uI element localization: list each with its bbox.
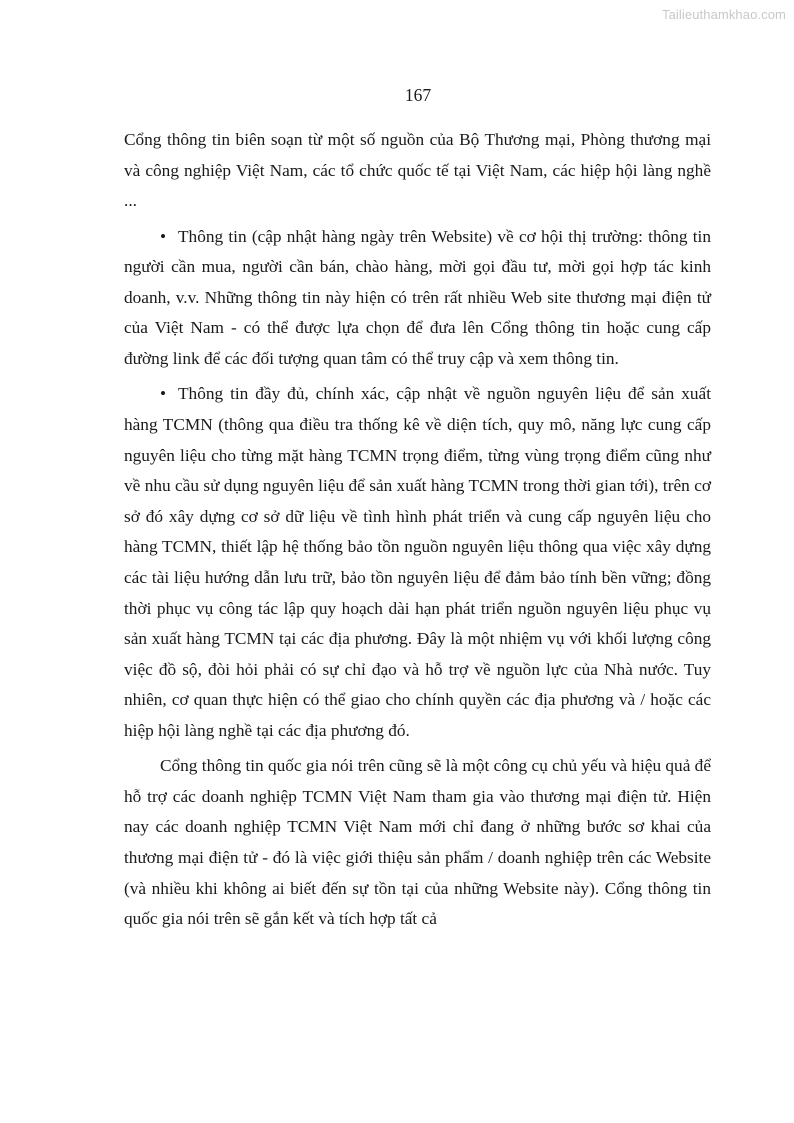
watermark: Tailieuthamkhao.com [661,7,786,22]
bullet-text: Thông tin (cập nhật hàng ngày trên Website) về cơ hội thị trường: thông tin người cần mua, người cần bán, chào hàng, mời gọi đầu tư, mời gọi hợp tác kinh doanh, v.v. Những thông tin này hiện có trên rất nhiều Web site thương mại điện tử của Việt Nam - có thể được lựa chọn để đưa lên Cổng thông tin hoặc cung cấp đường link để các đối tượng quan tâm có thể truy cập và xem thông tin. [124,226,711,368]
page-number: 167 [404,85,432,105]
paragraph-continuation: Cổng thông tin biên soạn từ một số nguồn của Bộ Thương mại, Phòng thương mại và công nghiệp Việt Nam, các tổ chức quốc tế tại Việt Nam, các hiệp hội làng nghề ... [124,130,711,211]
document-body [124,125,711,940]
bullet-icon: • [160,384,167,404]
bullet-paragraph-materials-info [124,379,711,746]
paragraph-national-portal: Cổng thông tin quốc gia nói trên cũng sẽ là một công cụ chủ yếu và hiệu quả để hỗ trợ các doanh nghiệp TCMN Việt Nam tham gia vào thương mại điện tử. Hiện nay các doanh nghiệp TCMN Việt Nam mới chỉ đang ở những bước sơ khai của thương mại điện tử - đó là việc giới thiệu sản phẩm / doanh nghiệp trên các Website (và nhiều khi không ai biết đến sự tồn tại của những Website này). Cổng thông tin quốc gia nói trên sẽ gắn kết và tích hợp tất cả [124,756,711,929]
bullet-text: Thông tin đầy đủ, chính xác, cập nhật về nguồn nguyên liệu để sản xuất hàng TCMN (thông qua điều tra thống kê về diện tích, quy mô, năng lực cung cấp nguyên liệu cho từng mặt hàng TCMN trọng điểm, từng vùng trọng điểm cũng như về nhu cầu sử dụng nguyên liệu để sản xuất hàng TCMN trong thời gian tới), trên cơ sở đó xây dựng cơ sở dữ liệu về tình hình phát triển và cung cấp nguyên liệu cho hàng TCMN, thiết lập hệ thống bảo tồn nguồn nguyên liệu thông qua việc xây dựng các tài liệu hướng dẫn lưu trữ, bảo tồn nguyên liệu để đảm bảo tính bền vững; đồng thời phục vụ công tác lập quy hoạch dài hạn phát triển nguồn nguyên liệu phục vụ sản xuất hàng TCMN tại các địa phương. Đây là một nhiệm vụ với khối lượng công việc đồ sộ, đòi hỏi phải có sự chỉ đạo và hỗ trợ về nguồn lực của Nhà nước. Tuy nhiên, cơ quan thực hiện có thể giao cho chính quyền các địa phương và / hoặc các hiệp hội làng nghề tại các địa phương đó. [124,384,711,740]
bullet-paragraph-market-info [124,222,711,375]
bullet-icon: • [160,226,167,246]
